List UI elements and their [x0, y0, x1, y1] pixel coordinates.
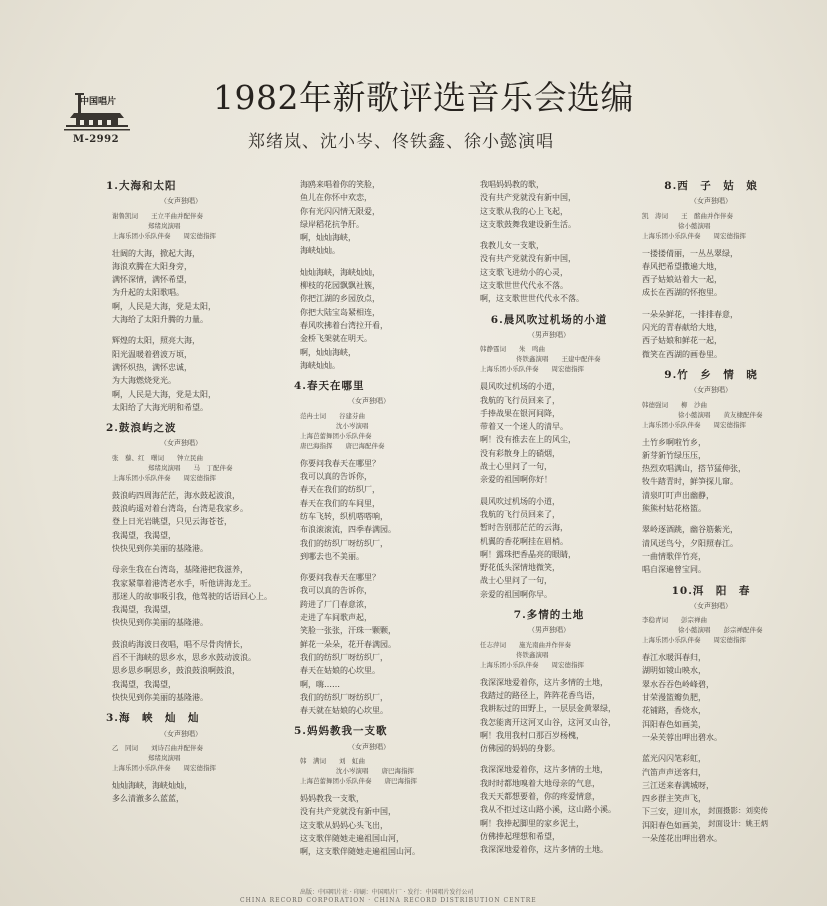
- song-credit: 韩静霆词 朱 鸣曲: [480, 345, 545, 354]
- lyric-line: 春风吹拂着台湾拉开看，: [300, 320, 388, 330]
- lyric-line: 仿佛捧起理想和希望，: [480, 831, 560, 841]
- lyric-line: 春天在我们的纺织厂，: [300, 485, 380, 495]
- lyric-stanza: [642, 752, 800, 845]
- lyric-line: 壮阔的大海，掀起大海，: [112, 248, 200, 258]
- lyric-line: 这支歌从我的心上飞起，: [480, 206, 568, 216]
- lyric-line: 西子姑娘和鲜花一起，: [642, 336, 722, 346]
- song-type: （女声独唱）: [160, 729, 202, 738]
- lyric-stanza: [112, 247, 270, 327]
- column-2: [280, 178, 458, 866]
- song-type: （女声独唱）: [160, 439, 202, 448]
- lyric-line: 我教儿女一支歌，: [480, 241, 544, 251]
- song-credit: 郑绪岚演唱 马 丁配伴奏: [148, 463, 233, 472]
- lyric-line: 那迷人的故事吸引我，他驾驶的话语回心上。: [112, 591, 272, 601]
- lyric-line: 没有彩散身上的硝烟，: [480, 448, 560, 458]
- song-credit: 郑绪岚演唱: [148, 753, 181, 762]
- lyric-line: 走进了车间歌声起，: [300, 613, 372, 623]
- lyric-line: 熊熊村姑花格篮。: [642, 504, 706, 514]
- lyric-line: 我渴望，我渴望，: [112, 605, 176, 615]
- lyric-line: 鼓浪屿四周海茫茫，海水鼓起波浪，: [112, 490, 240, 500]
- lyric-line: 海浪欢腾在大阳身旁，: [112, 261, 192, 271]
- song-credit: 上海乐团小乐队伴奏 周宏德指挥: [480, 365, 584, 374]
- song-title: 8.西 子 姑 娘: [664, 180, 758, 192]
- song-title: 2.鼓浪屿之波: [106, 422, 177, 435]
- lyric-line: 我深深地爱着你，这片多情的土地。: [480, 845, 608, 855]
- lyric-line: 洱阳春色如画美，: [642, 820, 706, 830]
- lyric-stanza: [480, 495, 638, 601]
- song-type: （女声独唱）: [690, 601, 732, 610]
- lyric-line: 春风把希望撒遍大地，: [642, 261, 722, 271]
- lyric-line: 我可以真的告诉你，: [300, 472, 372, 482]
- column-4: [622, 178, 800, 853]
- lyric-line: 母亲生我在台湾岛，基隆港把我滋养，: [112, 565, 248, 575]
- lyric-line: 啊，灿灿海峡，: [300, 233, 356, 243]
- lyric-line: 跨进了厂门春意浓，: [300, 599, 372, 609]
- lyric-line: 灿灿海峡，海峡灿灿，: [300, 267, 380, 277]
- lyric-line: 海鸥来唱着你的笑脸，: [300, 180, 380, 189]
- lyric-stanza: [642, 651, 800, 744]
- lyric-line: 我们的纺织厂呀纺织厂，: [300, 652, 388, 662]
- song-credit: 沈小岑演唱: [336, 421, 369, 430]
- song-title: 9.竹 乡 情 晓: [664, 368, 758, 381]
- lyric-stanza: [480, 178, 638, 231]
- publisher-line-english: CHINA RECORD CORPORATION · CHINA RECORD DISTRIBUTION CENTRE: [240, 897, 537, 904]
- column-1: [92, 178, 270, 813]
- lyric-line: 思乡思乡啊思乡，鼓浪鼓浪啊鼓浪，: [112, 666, 240, 676]
- song-credit: 任志萍词 施光南曲并作伴奏: [480, 640, 571, 649]
- lyric-line: 纺车飞转，织机嗒嗒响，: [300, 511, 388, 521]
- lyric-stanza: [300, 571, 458, 717]
- lyric-stanza: [112, 334, 270, 414]
- lyric-line: 我天天都想要着，你的疼爱情意，: [480, 791, 600, 801]
- lyric-line: 快快见到你美丽的基隆港。: [112, 543, 208, 553]
- lyric-line: 一朵芙蓉出呷出碧水。: [642, 732, 722, 742]
- lyric-line: 闪光的青春献给大地，: [642, 323, 722, 333]
- lyric-line: 金桥飞架就在明天。: [300, 334, 372, 344]
- lyric-line: 这支歌鼓舞我建设新生活。: [480, 219, 576, 229]
- lyric-line: 为升起的太阳歌唱。: [112, 288, 184, 298]
- song-title: 1.大海和太阳: [106, 180, 177, 192]
- song-credit: 谢鲁凯词 王立平曲并配伴奏: [112, 211, 203, 220]
- song-credit: 上海芭蕾舞团小乐队伴奏: [300, 431, 372, 440]
- lyric-stanza: [112, 563, 270, 629]
- lyric-line: 海峡灿灿。: [300, 360, 340, 370]
- lyric-line: 甘荣漫篮瓣负肥，: [642, 693, 706, 703]
- lyric-stanza: [300, 266, 458, 372]
- lyric-line: 带着又一个迷人的清早。: [480, 422, 568, 432]
- lyric-line: 四乡群主笑声飞，: [642, 794, 706, 804]
- lyric-line: 你要问我春天在哪里？: [300, 458, 380, 468]
- lyric-line: 快快见到你美丽的基隆港。: [112, 618, 208, 628]
- lyric-line: 我们的纺织厂呀纺织厂，: [300, 538, 388, 548]
- lyric-line: 土竹乡啊啦竹乡，: [642, 437, 706, 447]
- lyric-stanza: [642, 436, 800, 516]
- song-entry: [92, 422, 270, 704]
- song-title: 3.海 峡 灿 灿: [106, 712, 200, 725]
- song-credit: 上海乐团小乐队伴奏 周宏德指挥: [642, 420, 746, 429]
- song-credit: 上海乐团小乐队伴奏 周宏德指挥: [480, 660, 584, 669]
- lyric-line: 啊！我用我村口那百岁杨槐，: [480, 730, 584, 740]
- lyric-line: 你把江湖的乡园放点，: [300, 294, 380, 304]
- lyric-line: 我从不拒过这山路小溪，这山路小溪。: [480, 805, 616, 815]
- song-credit: 郑绪岚演唱: [148, 221, 181, 230]
- lyric-line: 海峡灿灿。: [300, 246, 340, 256]
- lyric-line: 这支歌飞进幼小的心灵，: [480, 267, 568, 277]
- song-entry: [460, 609, 638, 856]
- lyric-line: 这支歌世世代代永不落。: [480, 281, 568, 291]
- lyric-stanza: [300, 178, 458, 258]
- lyric-stanza: [480, 239, 638, 305]
- lyric-line: 辉煌的太阳，照亮大海，: [112, 336, 200, 346]
- song-title: 4.春天在哪里: [294, 380, 365, 393]
- song-credit: 上海芭蕾舞团小乐队伴奏 唐巴海指挥: [300, 776, 417, 785]
- lyric-line: 暂时告别那茫茫的云海，: [480, 523, 568, 533]
- lyric-line: 鼓浪屿遥对着台湾岛，台湾是我家乡。: [112, 504, 248, 514]
- performers: 郑绪岚、沈小岑、佟铁鑫、徐小懿演唱: [248, 132, 554, 152]
- lyric-line: 绿岸稻花抗争肝。: [300, 219, 364, 229]
- lyric-line: 你要问我春天在哪里？: [300, 573, 380, 583]
- lyric-line: 春天就在姑娘的心坎里。: [300, 706, 388, 716]
- lyric-line: 鲜花一朵朵，花开春满园。: [300, 639, 396, 649]
- song-credit: 上海乐团小乐队伴奏 周宏德指挥: [112, 473, 216, 482]
- lyric-line: 啊！我捧起脚里的家乡泥土，: [480, 818, 584, 828]
- lyric-stanza: [300, 457, 458, 563]
- song-credit: 上海乐团小乐队伴奏 周宏德指挥: [112, 763, 216, 772]
- lyric-line: 你有光闪闪情无限爱，: [300, 206, 380, 216]
- lyric-line: 洱阳春色如画美，: [642, 719, 706, 729]
- lyrics: [92, 779, 270, 806]
- song-entry: [622, 180, 800, 361]
- song-title: 6.晨风吹过机场的小道: [490, 313, 608, 326]
- lyric-stanza: [300, 792, 458, 858]
- lyric-line: 战士心里问了一句，: [480, 576, 552, 586]
- lyric-line: 唱自深遍曾宝同。: [642, 565, 706, 575]
- lyric-line: 我时时都地嗅着大地母亲的气息，: [480, 778, 600, 788]
- song-title: 7.多情的土地: [513, 609, 585, 622]
- song-credit: 上海乐团小乐队伴奏 周宏德指挥: [112, 231, 216, 240]
- lyrics: [622, 436, 800, 577]
- lyric-stanza: [642, 308, 800, 361]
- lyric-line: 战士心里问了一句，: [480, 462, 552, 472]
- lyric-line: 啊，嗨……: [300, 679, 340, 689]
- lyric-stanza: [642, 247, 800, 300]
- lyric-line: 鱼儿在你怀中欢恋，: [300, 193, 372, 203]
- lyric-line: 阳光温暖着碧波万顷，: [112, 349, 192, 359]
- lyric-line: 下三安，迎川水，: [642, 807, 706, 817]
- lyric-stanza: [642, 523, 800, 576]
- lyric-line: 满怀炽热，满怀忠诚，: [112, 362, 192, 372]
- lyric-line: 春江水暖洱春归，: [642, 653, 706, 663]
- lyric-line: 舀不干海峡的思乡水，思乡水鼓动波浪。: [112, 653, 256, 663]
- lyric-line: 汽笛声声送客归，: [642, 767, 706, 777]
- song-entry: [622, 369, 800, 577]
- cover-design-credit: 封面设计：姚王炳: [708, 819, 768, 828]
- lyrics: [280, 457, 458, 718]
- lyric-line: 这支歌伴随她走遍祖国山河，: [300, 833, 404, 843]
- song-entry: [280, 725, 458, 858]
- lyric-line: 布浪滚滚流，四季春满园。: [300, 525, 396, 535]
- song-entry: [460, 178, 638, 306]
- song-credit: 徐小懿演唱 彭宗禅配伴奏: [678, 626, 763, 635]
- song-type: （男声独唱）: [528, 626, 570, 635]
- lyrics: [622, 651, 800, 845]
- song-credit: 徐小懿演唱: [678, 221, 711, 230]
- lyric-line: 热烈欢唱满山，搭节猛伸张，: [642, 464, 746, 474]
- lyric-line: 啊，人民是大海，党是太阳，: [112, 389, 216, 399]
- lyric-line: 花铺路，香烧水，: [642, 706, 706, 716]
- lyric-line: 亲爱的祖国啊你好！: [480, 475, 552, 485]
- song-credit: 韩德强词 柳 沙曲: [642, 400, 707, 409]
- lyric-line: 我渴望，我渴望，: [112, 679, 176, 689]
- lyric-line: 鼓浪屿海波日夜唱，唱不尽骨肉情长，: [112, 639, 248, 649]
- lyric-line: 我踏过的路径上，阵阵花香鸟语，: [480, 690, 600, 700]
- lyric-line: 一朵莲花出呷出碧水。: [642, 833, 722, 843]
- lyric-line: 啊，人民是大海，党是太阳，: [112, 301, 216, 311]
- lyric-line: 湖明如镜山映水，: [642, 666, 706, 676]
- lyric-line: 太阳给了大海光明和希望。: [112, 402, 208, 412]
- song-entry: [92, 180, 270, 414]
- lyric-line: 新芽新竹绿压压，: [642, 450, 706, 460]
- lyrics: [92, 247, 270, 415]
- label-name: 中国唱片: [80, 97, 117, 107]
- lyric-stanza: [112, 489, 270, 555]
- song-title: 5.妈妈教我一支歌: [294, 725, 388, 738]
- lyrics: [280, 792, 458, 858]
- catalog-number: M-2992: [73, 134, 120, 145]
- song-entry: [460, 314, 638, 601]
- lyric-line: 野花低头深情地微笑，: [480, 563, 560, 573]
- lyric-line: 登上日光岩眺望，只见云海苍苍，: [112, 517, 232, 527]
- lyric-line: 到哪去也不美丽。: [300, 551, 364, 561]
- song-type: （女声独唱）: [690, 386, 732, 395]
- lyric-line: 这支歌从妈妈心头飞出，: [300, 820, 388, 830]
- lyric-line: 你把大陆宝岛紧相连，: [300, 307, 380, 317]
- song-credit: 凯 涛词 王 酩曲并作伴奏: [642, 211, 733, 220]
- song-entry: [280, 380, 458, 717]
- lyric-stanza: [112, 779, 270, 806]
- lyrics: [460, 380, 638, 601]
- lyrics: [280, 178, 458, 372]
- lyric-line: 一搂搂倩丽，一丛丛翠绿，: [642, 248, 738, 258]
- album-title: 1982年新歌评选音乐会选编: [213, 78, 634, 117]
- lyric-line: 啊，这支歌伴随她走遍祖国山河。: [300, 847, 420, 857]
- lyric-line: 没有共产党就没有新中国，: [480, 193, 576, 203]
- lyrics: [460, 178, 638, 306]
- lyric-line: 春天在姑娘的心坎里。: [300, 666, 380, 676]
- lyric-line: 我家紧靠着港湾老水手，听他讲海龙王。: [112, 578, 256, 588]
- lyric-line: 清风送鸟兮，夕阳照春江。: [642, 538, 738, 548]
- lyric-line: 啊，这支歌世世代代永不落。: [480, 294, 584, 304]
- song-title: 10.洱 阳 春: [671, 584, 751, 597]
- lyric-line: 大海给了太阳升腾的力量。: [112, 315, 208, 325]
- lyric-stanza: [480, 763, 638, 856]
- lyric-stanza: [480, 676, 638, 756]
- lyric-line: 快快见到你美丽的基隆港。: [112, 692, 208, 702]
- song-entry: [280, 178, 458, 372]
- lyric-line: 我耕耘过的田野上，一层层金黄翠绿，: [480, 704, 616, 714]
- lyric-line: 笑脸一张张，汗珠一颗颗，: [300, 626, 396, 636]
- lyric-line: 翠岭逐酒跳，幽谷筋紫光，: [642, 525, 738, 535]
- lyric-line: 仿佛园的妈妈的身影。: [480, 744, 560, 754]
- lyrics: [460, 676, 638, 857]
- lyric-line: 春天在我们的车间里，: [300, 498, 380, 508]
- song-credit: 佟铁鑫演唱: [516, 650, 549, 659]
- lyric-line: 牧牛踏青时，鲜笋探儿窜。: [642, 477, 738, 487]
- lyric-stanza: [112, 638, 270, 704]
- lyric-line: 柳枝的花园飘飘社簇，: [300, 281, 380, 291]
- lyric-line: 啊，灿灿海峡，: [300, 347, 356, 357]
- lyric-line: 我深深地爱着你，这片多情的土地，: [480, 677, 608, 687]
- lyric-line: 我唱妈妈教的歌，: [480, 180, 544, 189]
- song-type: （女声独唱）: [690, 197, 732, 206]
- lyric-line: 我深深地爱着你，这片多情的土地，: [480, 765, 608, 775]
- lyric-line: 多么清澈多么蓝蓝，: [112, 794, 184, 804]
- song-type: （男声独唱）: [528, 330, 570, 339]
- lyric-line: 满怀深情，满怀希望，: [112, 275, 192, 285]
- song-type: （女声独唱）: [348, 742, 390, 751]
- lyric-line: 啊！露珠把香晶亮的眼睛，: [480, 549, 576, 559]
- song-type: （女声独唱）: [348, 397, 390, 406]
- song-credit: 李稳青词 彭宗禅曲: [642, 616, 707, 625]
- lyric-line: 晨风吹过机场的小道，: [480, 496, 560, 506]
- lyric-line: 我航的飞行员回来了，: [480, 509, 560, 519]
- song-type: （女声独唱）: [160, 197, 202, 206]
- lyric-line: 一曲情歌伴竹亮，: [642, 551, 706, 561]
- lyric-line: 啊！没有推去在上的风尘，: [480, 435, 576, 445]
- publisher-line: 出版：中国唱片社 · 印刷：中国唱片厂 · 发行：中国唱片发行公司: [300, 889, 474, 896]
- lyric-line: 手捧战果在银河间降，: [480, 408, 560, 418]
- song-credit: 唐巴海指挥 唐巴海配伴奏: [300, 441, 385, 450]
- lyric-line: 妈妈教我一支歌，: [300, 793, 364, 803]
- lyric-line: 晨风吹过机场的小道，: [480, 382, 560, 392]
- song-credit: 徐小懿演唱 黄友棣配伴奏: [678, 410, 763, 419]
- song-credit: 佟铁鑫演唱 王建中配伴奏: [516, 355, 601, 364]
- lyric-line: 蓝光闪闪笔彩虹，: [642, 754, 706, 764]
- lyric-line: 清泉叮叮声出幽静，: [642, 490, 714, 500]
- song-credit: 乙 同词 刘诗召曲并配伴奏: [112, 743, 203, 752]
- lyrics: [92, 489, 270, 704]
- lyric-stanza: [480, 380, 638, 486]
- column-3: [460, 178, 638, 864]
- lyric-line: 我可以真的告诉你，: [300, 586, 372, 596]
- song-credit: 上海乐团小乐队伴奏 周宏德指挥: [642, 636, 746, 645]
- lyric-line: 没有共产党就没有新中国，: [300, 807, 396, 817]
- song-credit: 上海乐团小乐队伴奏 周宏德指挥: [642, 231, 746, 240]
- song-credit: 张 藜、红 曙词 钟立民曲: [112, 453, 203, 462]
- lyric-line: 为大海燃烧党光。: [112, 376, 176, 386]
- lyric-line: 机翼的香花啊挂在眉梢。: [480, 536, 568, 546]
- lyric-line: 我渴望，我渴望，: [112, 530, 176, 540]
- song-credit: 沈小岑演唱 唐巴海指挥: [336, 766, 414, 775]
- lyric-line: 翠水吞吞色岭峰碧，: [642, 679, 714, 689]
- song-credit: 韩 满词 刘 虹曲: [300, 756, 365, 765]
- lyrics: [622, 247, 800, 361]
- lyric-line: 微笑在西湖的画卷里。: [642, 349, 722, 359]
- lyric-line: 成长在西湖的怀抱里。: [642, 288, 722, 298]
- lyric-line: 我们的纺织厂呀纺织厂，: [300, 692, 388, 702]
- cover-photo-credit: 封面摄影：刘奕传: [708, 806, 768, 815]
- lyric-line: 没有共产党就没有新中国，: [480, 254, 576, 264]
- lyric-line: 我怎能离开这河叉山谷，这河叉山谷，: [480, 717, 616, 727]
- lyric-line: 西子姑娘站着大一起，: [642, 275, 722, 285]
- song-entry: [92, 712, 270, 805]
- lyric-line: 亲爱的祖国啊你早。: [480, 589, 552, 599]
- lyric-line: 三江送来春满城呀，: [642, 780, 714, 790]
- lyric-line: 一朵朵鲜花，一排排春意，: [642, 309, 738, 319]
- song-credit: 范冉士词 谷建芬曲: [300, 411, 365, 420]
- lyric-line: 我航的飞行员回来了，: [480, 395, 560, 405]
- lyric-line: 灿灿海峡，海峡灿灿，: [112, 780, 192, 790]
